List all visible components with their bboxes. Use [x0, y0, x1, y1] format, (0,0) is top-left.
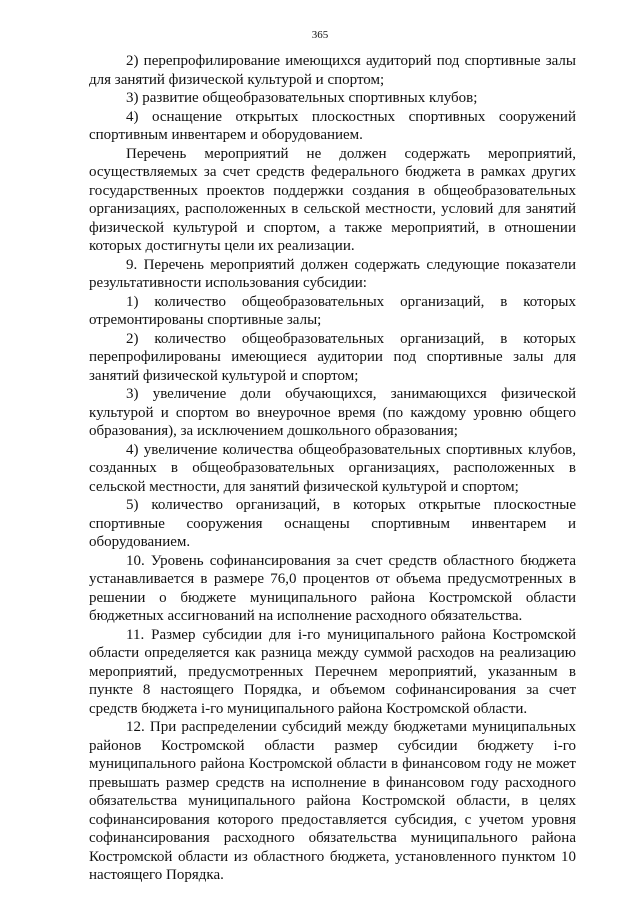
paragraph-indicator-5: 5) количество организаций, в которых открытые плоскостные спортивные сооружения оснащены спортивным инвентарем и оборудованием.: [89, 497, 576, 550]
paragraph-indicator-3: 3) увеличение доли обучающихся, занимающихся физической культурой и спортом во внеурочное время (по каждому уровню общего образования), за исключением дошкольного образования;: [89, 386, 576, 439]
paragraph-item-2-repurposing: 2) перепрофилирование имеющихся аудиторий под спортивные залы для занятий физической культурой и спортом;: [89, 53, 576, 88]
paragraph-section-11: 11. Размер субсидии для i-го муниципального района Костромской области определяется как разница между суммой расходов на реализацию мероприятий, предусмотренных Перечнем мероприятий, указанным в пункте 8 настоящего Порядка, и объемом софинансирования за счет средств бюджета i-го муниципального района Костромской области.: [89, 626, 576, 717]
paragraph-indicator-2: 2) количество общеобразовательных организаций, в которых перепрофилированы имеющиеся аудитории под спортивные залы для занятий физической культурой и спортом;: [89, 330, 576, 384]
paragraph-indicator-4: 4) увеличение количества общеобразовательных спортивных клубов, созданных в общеобразовательных организациях, расположенных в сельской местности, для занятий физической культурой и спортом;: [89, 441, 576, 495]
page-number: 365: [311, 29, 329, 41]
paragraph-item-3-clubs: 3) развитие общеобразовательных спортивных клубов;: [126, 90, 478, 106]
document-body: [89, 52, 576, 885]
paragraph-list-restrictions: Перечень мероприятий не должен содержать мероприятий, осуществляемых за счет средств федерального бюджета в рамках других государственных проектов поддержки создания в общеобразовательных организациях, расположенных в сельской местности, условий для занятий физической культурой и спортом, а также мероприятий, в отношении которых достигнуты цели их реализации.: [89, 145, 576, 254]
paragraph-item-4-equipping: 4) оснащение открытых плоскостных спортивных сооружений спортивным инвентарем и оборудованием.: [89, 108, 576, 143]
paragraph-section-10: 10. Уровень софинансирования за счет средств областного бюджета устанавливается в размере 76,0 процентов от объема предусмотренных в решении о бюджете муниципального района Костромской области бюджетных ассигнований на исполнение расходного обязательства.: [89, 552, 576, 624]
paragraph-section-12: 12. При распределении субсидий между бюджетами муниципальных районов Костромской области размер субсидии бюджету i-го муниципального района Костромской области в финансовом году не может превышать размер средств на исполнение в финансовом году расходного обязательства муниципального района Костромской области, в целях софинансирования которого предоставляется субсидия, с учетом уровня софинансирования расходного обязательства муниципального района Костромской области из областного бюджета, установленного пунктом 10 настоящего Порядка.: [89, 719, 576, 883]
paragraph-section-9: 9. Перечень мероприятий должен содержать следующие показатели результативности использования субсидии:: [89, 256, 576, 291]
paragraph-indicator-1: 1) количество общеобразовательных организаций, в которых отремонтированы спортивные залы;: [89, 293, 576, 328]
